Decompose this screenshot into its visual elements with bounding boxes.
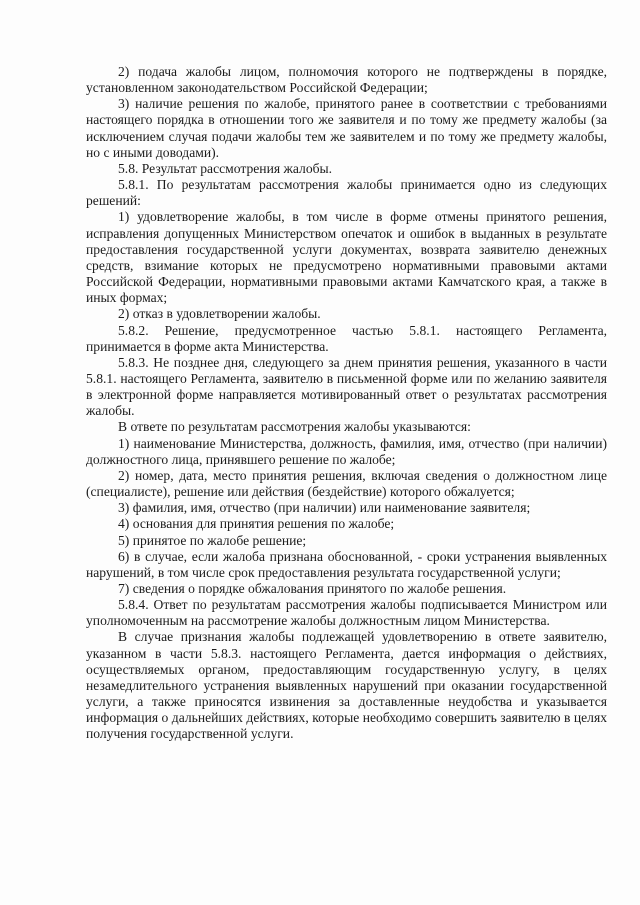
paragraph: 2) номер, дата, место принятия решения, включая сведения о должностном лице (специалисте), решение или действия (бездействие) которого обжалуется; bbox=[86, 467, 607, 500]
document-body bbox=[86, 64, 607, 743]
paragraph: 5.8.3. Не позднее дня, следующего за днем принятия решения, указанного в части 5.8.1. настоящего Регламента, заявителю в письменной форме или по желанию заявителя в электронной форме направляется мотивированный ответ о результатах рассмотрения жалобы. bbox=[86, 354, 607, 419]
paragraph: 3) наличие решения по жалобе, принятого ранее в соответствии с требованиями настоящего порядка в отношении того же заявителя и по тому же предмету жалобы (за исключением случая подачи жалобы тем же заявителем и по тому же предмету жалобы, но с иными доводами). bbox=[86, 96, 607, 160]
paragraph: 5.8.4. Ответ по результатам рассмотрения жалобы подписывается Министром или уполномоченным на рассмотрение жалобы должностным лицом Министерства. bbox=[86, 597, 607, 629]
paragraph: 7) сведения о порядке обжалования принятого по жалобе решения. bbox=[118, 581, 507, 596]
paragraph: 4) основания для принятия решения по жалобе; bbox=[118, 516, 395, 532]
paragraph: 2) отказ в удовлетворении жалобы. bbox=[118, 306, 321, 322]
paragraph: В ответе по результатам рассмотрения жалобы указываются: bbox=[118, 419, 471, 435]
paragraph: 3) фамилия, имя, отчество (при наличии) или наименование заявителя; bbox=[118, 500, 531, 516]
paragraph: В случае признания жалобы подлежащей удовлетворению в ответе заявителю, указанном в части 5.8.3. настоящего Регламента, дается информация о действиях, осуществляемых органом, предоставляющим государственную услугу, в целях незамедлительного устранения выявленных нарушений при оказании государственной услуги, а также приносятся извинения за доставленные неудобства и указывается информация о дальнейших действиях, которые необходимо совершить заявителю в целях получения государственной услуги. bbox=[86, 629, 607, 742]
paragraph: 2) подача жалобы лицом, полномочия которого не подтверждены в порядке, установленном законодательством Российской Федерации; bbox=[86, 64, 607, 96]
paragraph: 1) удовлетворение жалобы, в том числе в форме отмены принятого решения, исправления допущенных Министерством опечаток и ошибок в выданных в результате предоставления государственной услуги документах, возврата заявителю денежных средств, взимание которых не предусмотрено нормативными правовыми актами Российской Федерации, нормативными правовыми актами Камчатского края, а также в иных формах; bbox=[86, 209, 607, 306]
paragraph: 5) принятое по жалобе решение; bbox=[118, 532, 307, 548]
paragraph: 5.8.2. Решение, предусмотренное частью 5.8.1. настоящего Регламента, принимается в форме акта Министерства. bbox=[86, 322, 607, 354]
section-heading: 5.8. Результат рассмотрения жалобы. bbox=[118, 160, 333, 176]
paragraph: 5.8.1. По результатам рассмотрения жалобы принимается одно из следующих решений: bbox=[86, 177, 607, 209]
paragraph: 1) наименование Министерства, должность, фамилия, имя, отчество (при наличии) должностного лица, принявшего решение по жалобе; bbox=[86, 435, 607, 467]
paragraph: 6) в случае, если жалоба признана обоснованной, - сроки устранения выявленных нарушений, в том числе срок предоставления результата государственной услуги; bbox=[86, 548, 607, 580]
